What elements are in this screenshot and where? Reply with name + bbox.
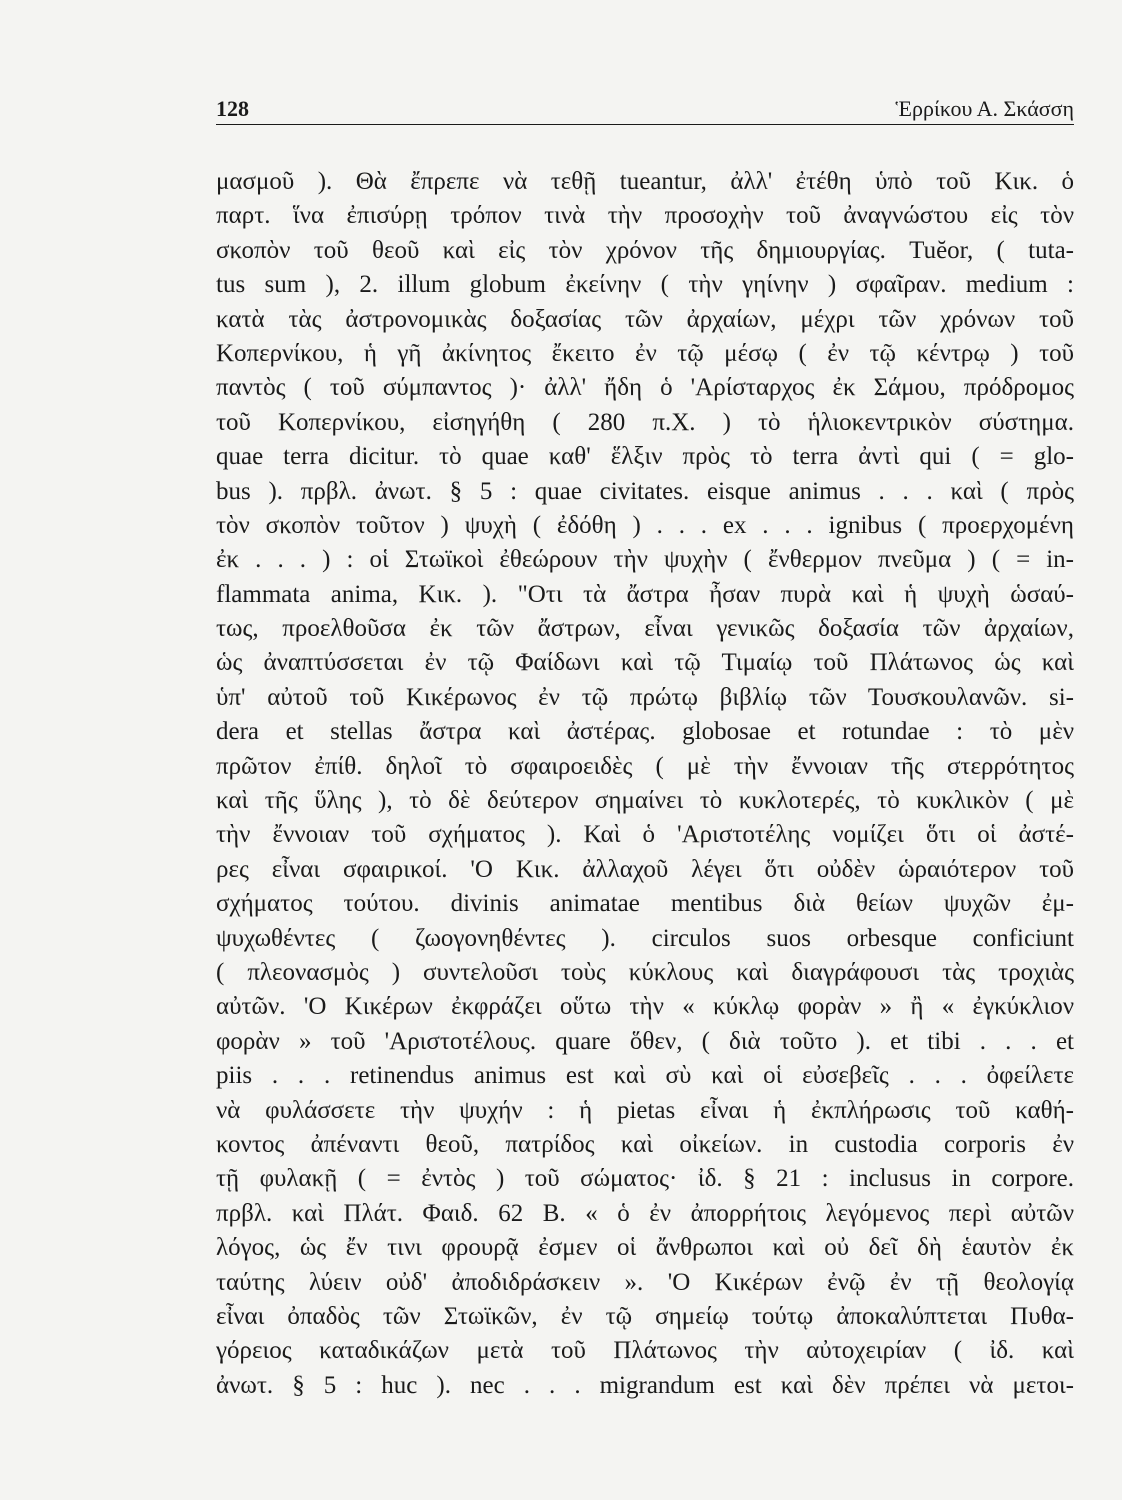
text-line: κοντος ἀπέναντι θεοῦ, πατρίδος καὶ οἰκείων. in custodia corporis ἐν: [216, 1130, 1074, 1158]
text-line: μασμοῦ ). Θὰ ἔπρεπε νὰ τεθῇ tueantur, ἀλλ' ἐτέθη ὑπὸ τοῦ Κικ. ὁ: [216, 168, 1074, 195]
text-line: τοῦ Κοπερνίκου, εἰσηγήθη ( 280 π.Χ. ) τὸ ἡλιοκεντρικὸν σύστημα.: [216, 408, 1074, 436]
running-title: Ἑρρίκου Α. Σκάσση: [895, 96, 1074, 121]
text-line: tus sum ), 2. illum globum ἐκείνην ( τὴν γηίνην ) σφαῖραν. medium :: [216, 271, 1074, 299]
text-line: σκοπὸν τοῦ θεοῦ καὶ εἰς τὸν χρόνον τῆς δημιουργίας. Tuĕor, ( tuta-: [216, 236, 1074, 264]
text-line: bus ). πρβλ. ἀνωτ. § 5 : quae civitates. eisque animus . . . καὶ ( πρὸς: [216, 477, 1074, 505]
text-line: ἐκ . . . ) : οἱ Στωϊκοὶ ἐθεώρουν τὴν ψυχὴν ( ἔνθερμον πνεῦμα ) ( = in-: [216, 546, 1074, 574]
text-line: φορὰν » τοῦ 'Αριστοτέλους. quare ὅθεν, ( διὰ τοῦτο ). et tibi . . . et: [216, 1027, 1074, 1055]
page-number: 128: [216, 96, 249, 121]
commentary-text: [216, 165, 1074, 1403]
text-line: λόγος, ὡς ἔν τινι φρουρᾷ ἐσμεν οἱ ἄνθρωποι καὶ οὐ δεῖ δὴ ἑαυτὸν ἐκ: [216, 1234, 1074, 1262]
text-line: quae terra dicitur. τὸ quae καθ' ἕλξιν πρὸς τὸ terra ἀντὶ qui ( = glo-: [216, 443, 1074, 471]
text-line: εἶναι ὀπαδὸς τῶν Στωϊκῶν, ἐν τῷ σημείῳ τούτῳ ἀποκαλύπτεται Πυθα-: [216, 1302, 1074, 1330]
text-line: τὴν ἔννοιαν τοῦ σχήματος ). Καὶ ὁ 'Αριστοτέλης νομίζει ὅτι οἱ ἀστέ-: [216, 821, 1074, 849]
text-line: παντὸς ( τοῦ σύμπαντος )· ἀλλ' ἤδη ὁ 'Αρίσταρχος ἐκ Σάμου, πρόδρομος: [216, 374, 1074, 402]
text-line: κατὰ τὰς ἀστρονομικὰς δοξασίας τῶν ἀρχαίων, μέχρι τῶν χρόνων τοῦ: [216, 305, 1074, 333]
text-line: τως, προελθοῦσα ἐκ τῶν ἄστρων, εἶναι γενικῶς δοξασία τῶν ἀρχαίων,: [216, 615, 1074, 643]
text-line: ( πλεονασμὸς ) συντελοῦσι τοὺς κύκλους καὶ διαγράφουσι τὰς τροχιὰς: [216, 958, 1074, 986]
text-line: ψυχωθέντες ( ζωογονηθέντες ). circulos suos orbesque conficiunt: [216, 924, 1074, 952]
text-line: σχήματος τούτου. divinis animatae mentibus διὰ θείων ψυχῶν ἐμ-: [216, 890, 1074, 918]
text-line: πρβλ. καὶ Πλάτ. Φαιδ. 62 Β. « ὁ ἐν ἀπορρήτοις λεγόμενος περὶ αὐτῶν: [216, 1199, 1074, 1227]
text-line: ταύτης λύειν οὐδ' ἀποδιδράσκειν ». 'Ο Κικέρων ἐνῷ ἐν τῇ θεολογίᾳ: [216, 1268, 1074, 1296]
text-line: νὰ φυλάσσετε τὴν ψυχήν : ἡ pietas εἶναι ἡ ἐκπλήρωσις τοῦ καθή-: [216, 1096, 1074, 1124]
text-line: piis . . . retinendus animus est καὶ σὺ καὶ οἱ εὐσεβεῖς . . . ὀφείλετε: [216, 1062, 1074, 1090]
text-line: παρτ. ἵνα ἐπισύρῃ τρόπον τινὰ τὴν προσοχὴν τοῦ ἀναγνώστου εἰς τὸν: [216, 202, 1074, 230]
text-line: γόρειος καταδικάζων μετὰ τοῦ Πλάτωνος τὴν αὐτοχειρίαν ( ἰδ. καὶ: [216, 1337, 1074, 1365]
text-line: dera et stellas ἄστρα καὶ ἀστέρας. globosae et rotundae : τὸ μὲν: [216, 718, 1074, 746]
text-line: ρες εἶναι σφαιρικοί. 'Ο Κικ. ἀλλαχοῦ λέγει ὅτι οὐδὲν ὡραιότερον τοῦ: [216, 855, 1074, 883]
page-header: [216, 92, 1074, 125]
text-line: ἀνωτ. § 5 : huc ). nec . . . migrandum est καὶ δὲν πρέπει νὰ μετοι-: [216, 1371, 1074, 1399]
text-line: flammata anima, Κικ. ). "Οτι τὰ ἄστρα ἦσαν πυρὰ καὶ ἡ ψυχὴ ὡσαύ-: [216, 580, 1074, 608]
text-line: ὑπ' αὐτοῦ τοῦ Κικέρωνος ἐν τῷ πρώτῳ βιβλίῳ τῶν Τουσκουλανῶν. si-: [216, 683, 1074, 711]
text-line: τῇ φυλακῇ ( = ἐντὸς ) τοῦ σώματος· ἰδ. § 21 : inclusus in corpore.: [216, 1165, 1074, 1193]
text-line: αὐτῶν. 'Ο Κικέρων ἐκφράζει οὕτω τὴν « κύκλῳ φορὰν » ἢ « ἐγκύκλιον: [216, 993, 1074, 1021]
text-line: καὶ τῆς ὕλης ), τὸ δὲ δεύτερον σημαίνει τὸ κυκλοτερές, τὸ κυκλικὸν ( μὲ: [216, 787, 1074, 815]
text-line: τὸν σκοπὸν τοῦτον ) ψυχὴ ( ἐδόθη ) . . . ex . . . ignibus ( προερχομένη: [216, 511, 1074, 539]
text-line: Κοπερνίκου, ἡ γῆ ἀκίνητος ἔκειτο ἐν τῷ μέσῳ ( ἐν τῷ κέντρῳ ) τοῦ: [216, 339, 1074, 367]
text-line: ὡς ἀναπτύσσεται ἐν τῷ Φαίδωνι καὶ τῷ Τιμαίῳ τοῦ Πλάτωνος ὡς καὶ: [216, 649, 1074, 677]
text-line: πρῶτον ἐπίθ. δηλοῖ τὸ σφαιροειδὲς ( μὲ τὴν ἔννοιαν τῆς στερρότητος: [216, 752, 1074, 780]
